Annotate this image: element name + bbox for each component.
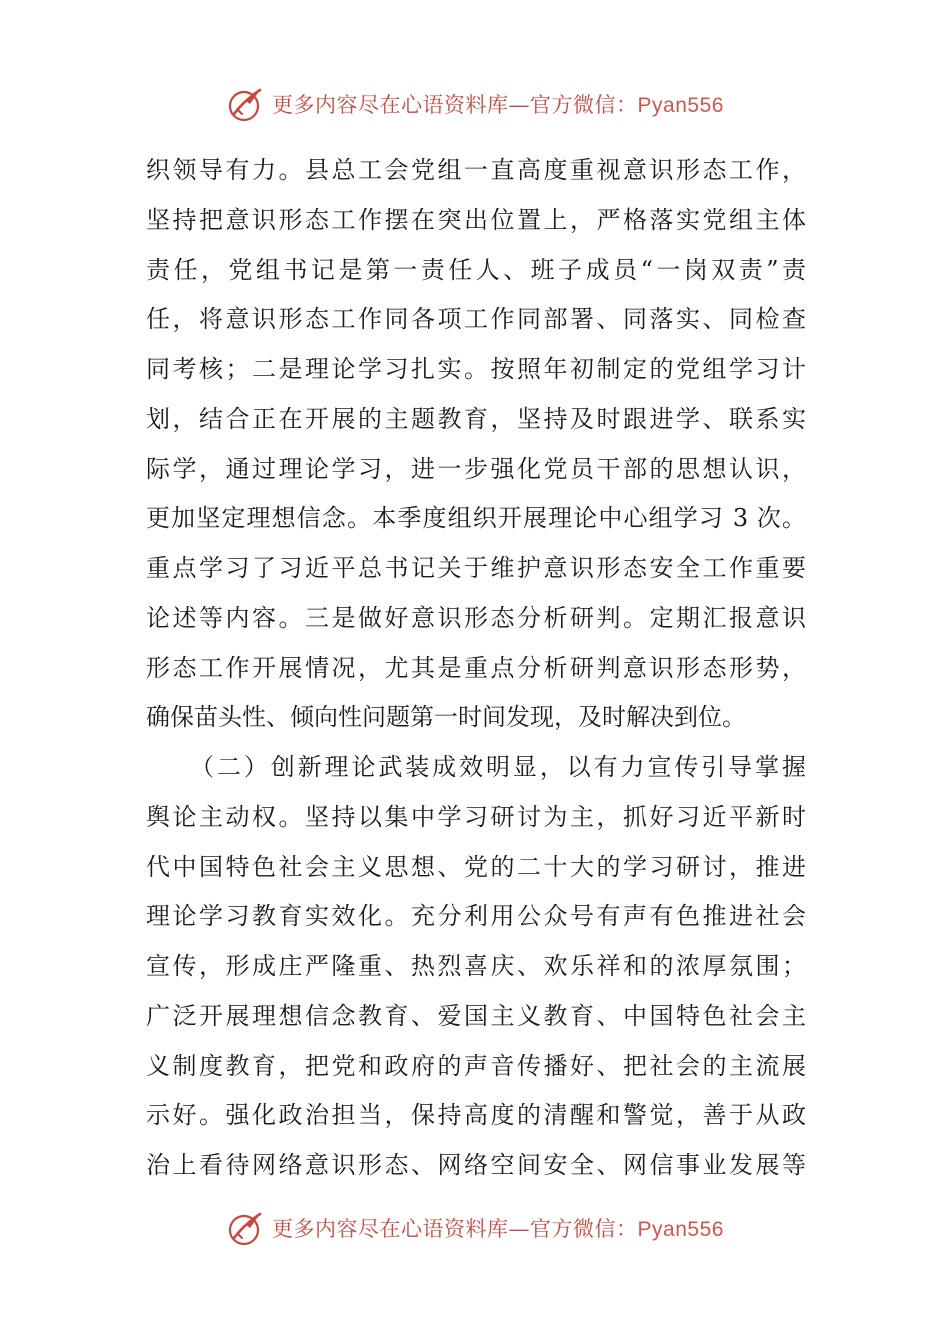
body-line: 确保苗头性、倾向性问题第一时间发现，及时解决到位。 xyxy=(146,703,746,732)
body-line: 织领导有力。县总工会党组一直高度重视意识形态工作， xyxy=(146,156,806,184)
footer-banner-contact-label: 官方微信： xyxy=(530,1217,638,1241)
header-banner-text xyxy=(272,89,724,119)
body-line: 重点学习了习近平总书记关于维护意识形态安全工作重要 xyxy=(146,554,806,582)
body-line: 责任，党组书记是第一责任人、班子成员“一岗双责”责 xyxy=(146,255,806,284)
body-line: 宣传，形成庄严隆重、热烈喜庆、欢乐祥和的浓厚氛围； xyxy=(146,952,806,980)
header-banner-contact-handle: Pyan556 xyxy=(637,94,724,117)
body-line: 治上看待网络意识形态、网络空间安全、网信事业发展等 xyxy=(146,1151,806,1179)
body-line: 广泛开展理想信念教育、爱国主义教育、中国特色社会主 xyxy=(146,1001,806,1030)
header-banner-brand: 更多内容尽在心语资料库 xyxy=(272,93,509,117)
footer-banner-brand: 更多内容尽在心语资料库 xyxy=(272,1217,509,1241)
body-line: 理论学习教育实效化。充分利用公众号有声有色推进社会 xyxy=(146,902,806,931)
body-line: 舆论主动权。坚持以集中学习研讨为主，抓好习近平新时 xyxy=(146,802,806,831)
footer-banner xyxy=(0,1206,950,1250)
header-banner-contact-label: 官方微信： xyxy=(530,93,638,117)
header-banner-separator: — xyxy=(508,93,531,117)
body-line: 划，结合正在开展的主题教育，坚持及时跟进学、联系实 xyxy=(146,404,806,433)
body-line: 任，将意识形态工作同各项工作同部署、同落实、同检查 xyxy=(146,305,806,334)
body-line: 代中国特色社会主义思想、党的二十大的学习研讨，推进 xyxy=(146,852,806,881)
footer-banner-text xyxy=(272,1213,724,1243)
quill-pen-emblem-icon xyxy=(226,84,266,124)
header-banner xyxy=(0,82,950,126)
body-line: 坚持把意识形态工作摆在突出位置上，严格落实党组主体 xyxy=(146,205,806,234)
footer-banner-separator: — xyxy=(508,1217,531,1241)
body-line: 义制度教育，把党和政府的声音传播好、把社会的主流展 xyxy=(146,1051,806,1080)
document-body xyxy=(146,146,806,1191)
section-heading-line: （二）创新理论武装成效明显，以有力宣传引导掌握 xyxy=(190,753,806,781)
body-line: 更加坚定理想信念。本季度组织开展理论中心组学习 3 次。 xyxy=(146,504,806,533)
footer-banner-contact-handle: Pyan556 xyxy=(637,1218,724,1241)
quill-pen-emblem-icon xyxy=(226,1208,266,1248)
body-line: 际学，通过理论学习，进一步强化党员干部的思想认识， xyxy=(146,454,806,483)
body-line: 同考核；二是理论学习扎实。按照年初制定的党组学习计 xyxy=(146,355,806,383)
body-line: 示好。强化政治担当，保持高度的清醒和警觉，善于从政 xyxy=(146,1101,806,1130)
body-line: 论述等内容。三是做好意识形态分析研判。定期汇报意识 xyxy=(146,603,806,632)
body-line: 形态工作开展情况，尤其是重点分析研判意识形态形势， xyxy=(146,653,806,682)
